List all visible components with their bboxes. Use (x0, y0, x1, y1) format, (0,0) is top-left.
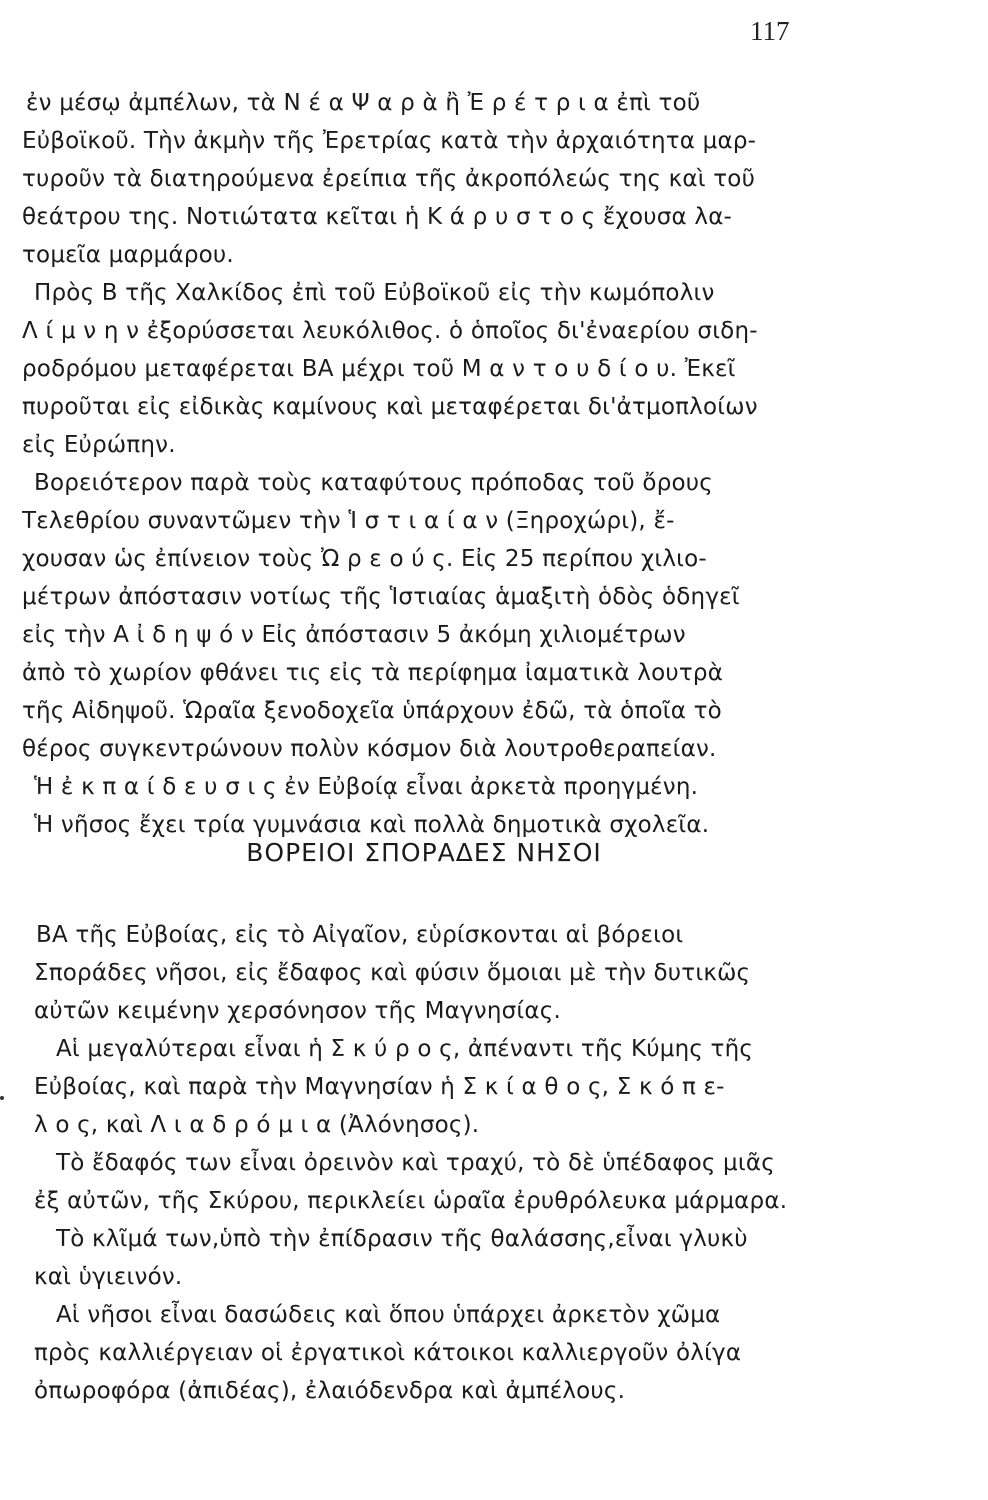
text-line: ἐξ αὐτῶν, τῆς Σκύρου, περικλείει ὡραῖα ἐρυθρόλευκα μάρμαρα. (34, 1188, 788, 1214)
text-line: ροδρόμου μεταφέρεται ΒΑ μέχρι τοῦ Μ α ν τ ο υ δ ί ο υ. Ἐκεῖ (22, 356, 736, 382)
section-euboea-text (22, 84, 827, 844)
text-line: Λ ί μ ν η ν ἐξορύσσεται λευκόλιθος. ὁ ὁποῖος δι'ἐναερίου σιδη- (22, 318, 758, 344)
text-line: Τὸ κλῖμά των,ὑπὸ τὴν ἐπίδρασιν τῆς θαλάσσης,εἶναι γλυκὺ (56, 1226, 748, 1252)
text-line: αὐτῶν κειμένην χερσόνησον τῆς Μαγνησίας. (34, 998, 561, 1024)
text-line: Τελεθρίου συναντῶμεν τὴν Ἱ σ τ ι α ί α ν (Ξηροχώρι), ἔ- (22, 508, 675, 534)
text-line: τῆς Αἰδηψοῦ. Ὡραῖα ξενοδοχεῖα ὑπάρχουν ἐδῶ, τὰ ὁποῖα τὸ (22, 698, 722, 724)
text-line: θεάτρου της. Νοτιώτατα κεῖται ἡ Κ ά ρ υ σ τ ο ς ἔχουσα λα- (22, 204, 733, 230)
text-line: εἰς τὴν Α ἰ δ η ψ ό ν Εἰς ἀπόστασιν 5 ἀκόμη χιλιομέτρων (22, 622, 686, 648)
text-line: Πρὸς Β τῆς Χαλκίδος ἐπὶ τοῦ Εὐβοϊκοῦ εἰς τὴν κωμόπολιν (34, 280, 715, 306)
text-line: ἐν μέσῳ ἀμπέλων, τὰ Ν έ α Ψ α ρ ὰ ἢ Ἐ ρ έ τ ρ ι α ἐπὶ τοῦ (26, 90, 701, 116)
section-heading-text: ΒΟΡΕΙΟΙ ΣΠΟΡΑΔΕΣ ΝΗΣΟΙ (246, 838, 602, 867)
text-line: Ἡ ἐ κ π α ί δ ε υ σ ι ς ἐν Εὐβοίᾳ εἶναι ἀρκετὰ προηγμένη. (34, 774, 699, 800)
text-line: Εὐβοϊκοῦ. Τὴν ἀκμὴν τῆς Ἐρετρίας κατὰ τὴν ἀρχαιότητα μαρ- (22, 128, 757, 154)
text-line: ἀπὸ τὸ χωρίον φθάνει τις εἰς τὰ περίφημα ἰαματικὰ λουτρὰ (22, 660, 724, 686)
text-line: Εὐβοίας, καὶ παρὰ τὴν Μαγνησίαν ἡ Σ κ ί α θ ο ς, Σ κ ό π ε- (34, 1074, 725, 1100)
text-line: καὶ ὑγιεινόν. (34, 1264, 183, 1290)
scan-speck (0, 1096, 4, 1100)
text-line: πρὸς καλλιέργειαν οἱ ἐργατικοὶ κάτοικοι καλλιεργοῦν ὀλίγα (34, 1340, 742, 1366)
page-number: 117 (750, 16, 790, 46)
text-line: τομεῖα μαρμάρου. (22, 242, 234, 268)
text-line: θέρος συγκεντρώνουν πολὺν κόσμον διὰ λουτροθεραπείαν. (22, 736, 717, 762)
text-line: μέτρων ἀπόστασιν νοτίως τῆς Ἱστιαίας ἁμαξιτὴ ὁδὸς ὁδηγεῖ (22, 584, 740, 610)
section-heading (0, 838, 988, 867)
text-line: Ἡ νῆσος ἔχει τρία γυμνάσια καὶ πολλὰ δημοτικὰ σχολεῖα. (34, 812, 710, 838)
text-line: ΒΑ τῆς Εὐβοίας, εἰς τὸ Αἰγαῖον, εὑρίσκονται αἱ βόρειοι (36, 922, 684, 948)
text-line: εἰς Εὐρώπην. (22, 432, 176, 458)
text-line: Βορειότερον παρὰ τοὺς καταφύτους πρόποδας τοῦ ὄρους (34, 470, 713, 496)
text-line: χουσαν ὡς ἐπίνειον τοὺς Ὠ ρ ε ο ύ ς. Εἰς 25 περίπου χιλιο- (22, 546, 707, 572)
text-line: Τὸ ἔδαφός των εἶναι ὀρεινὸν καὶ τραχύ, τὸ δὲ ὑπέδαφος μιᾶς (56, 1150, 775, 1176)
text-line: πυροῦται εἰς εἰδικὰς καμίνους καὶ μεταφέρεται δι'ἀτμοπλοίων (22, 394, 758, 420)
section-sporades-text (22, 916, 827, 1410)
text-line: Σποράδες νῆσοι, εἰς ἔδαφος καὶ φύσιν ὅμοιαι μὲ τὴν δυτικῶς (34, 960, 751, 986)
text-line: Αἱ μεγαλύτεραι εἶναι ἡ Σ κ ύ ρ ο ς, ἀπέναντι τῆς Κύμης τῆς (56, 1036, 754, 1062)
text-line: τυροῦν τὰ διατηρούμενα ἐρείπια τῆς ἀκροπόλεώς της καὶ τοῦ (22, 166, 756, 192)
text-line: Αἱ νῆσοι εἶναι δασώδεις καὶ ὅπου ὑπάρχει ἀρκετὸν χῶμα (56, 1302, 721, 1328)
text-line: ὀπωροφόρα (ἀπιδέας), ἐλαιόδενδρα καὶ ἀμπέλους. (34, 1378, 626, 1404)
text-line: λ ο ς, καὶ Λ ι α δ ρ ό μ ι α (Ἀλόνησος). (34, 1112, 480, 1138)
